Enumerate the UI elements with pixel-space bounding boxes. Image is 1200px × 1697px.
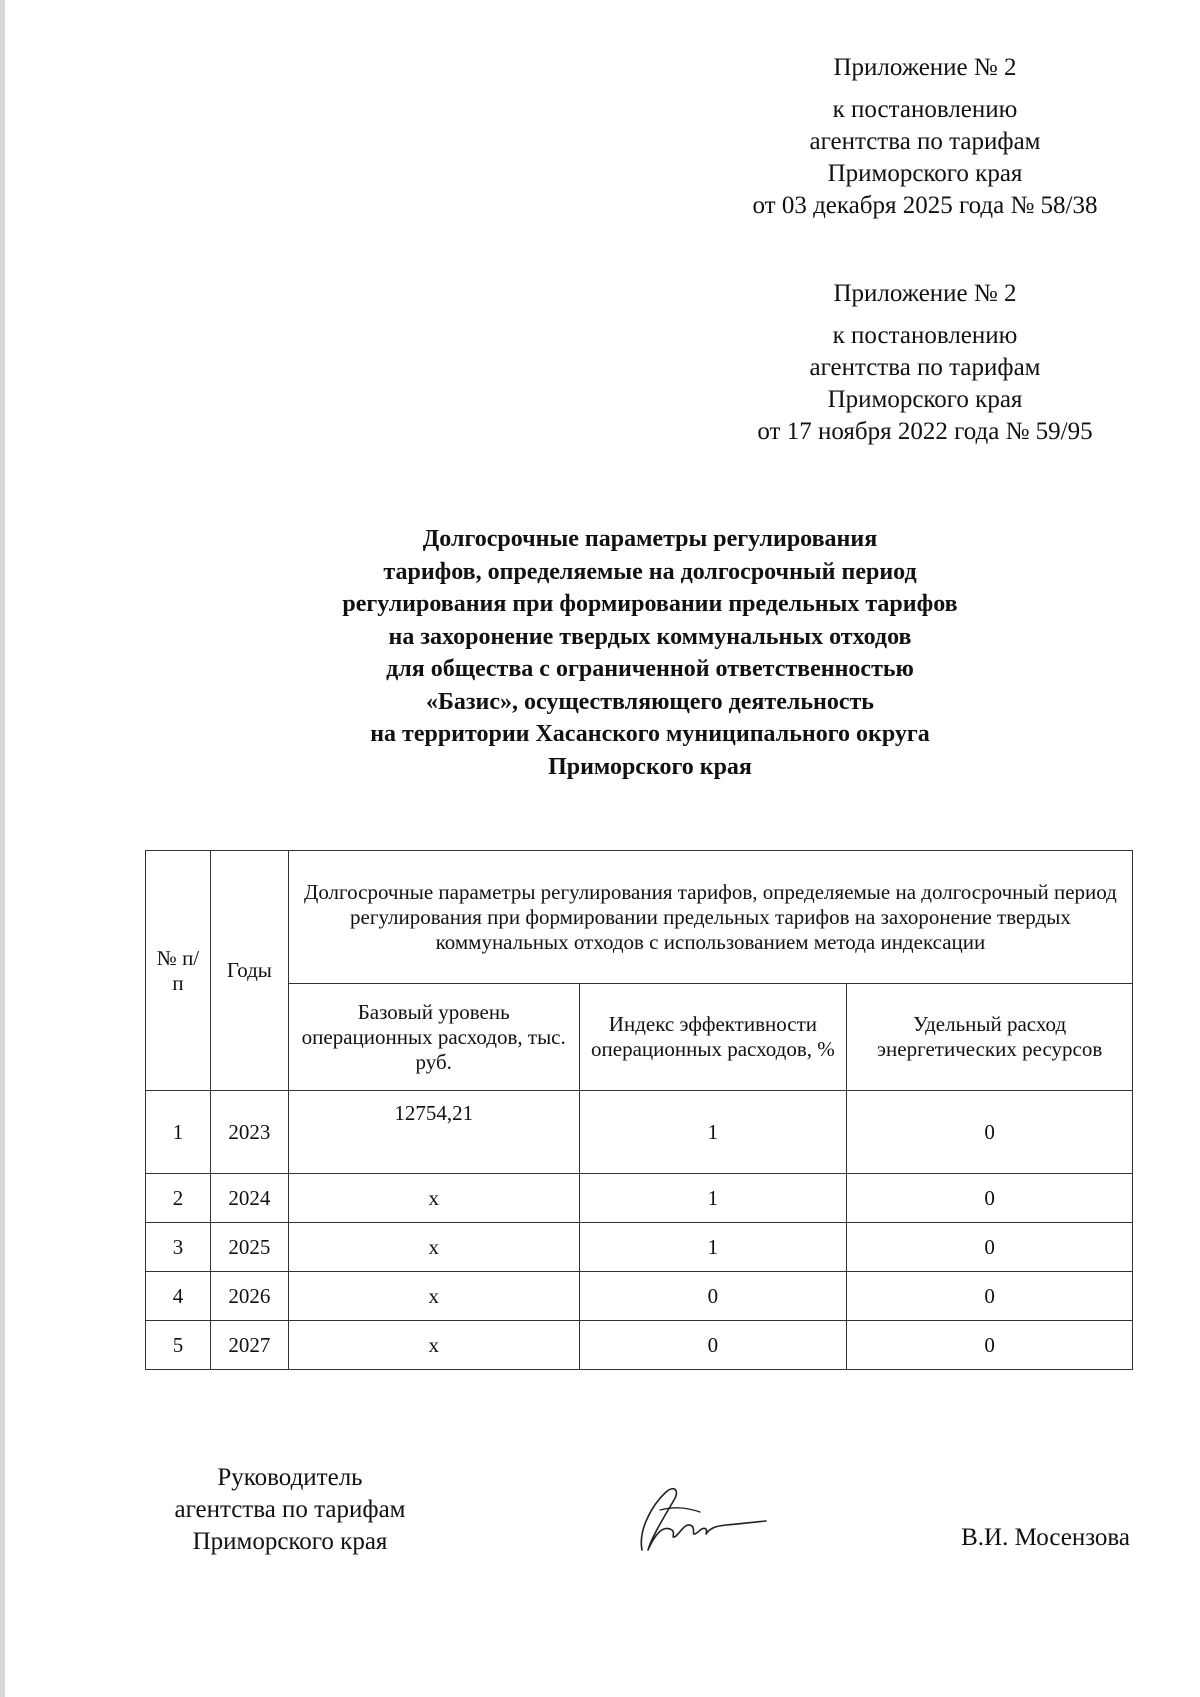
title-line: тарифов, определяемые на долгосрочный период (383, 558, 917, 585)
cell-energy: 0 (847, 1272, 1133, 1321)
document-title (150, 523, 1150, 783)
cell-index: 1 (579, 1091, 847, 1174)
title-line: регулирования при формировании предельных тарифов (342, 591, 958, 617)
header-base-level: Базовый уровень операционных расходов, тыс. руб. (288, 984, 579, 1091)
cell-index: 1 (579, 1174, 847, 1223)
cell-energy: 0 (847, 1174, 1133, 1223)
cell-index: 0 (579, 1272, 847, 1321)
cell-year: 2026 (210, 1272, 288, 1321)
table-row (146, 1174, 1133, 1223)
cell-base: х (288, 1174, 579, 1223)
title-line: на захоронение твердых коммунальных отходов (388, 623, 912, 650)
cell-index: 0 (579, 1321, 847, 1370)
annex-title: Приложение № 2 (833, 54, 1017, 81)
cell-energy: 0 (847, 1223, 1133, 1272)
handwritten-signature (630, 1470, 770, 1560)
header-group: Долгосрочные параметры регулирования тарифов, определяемые на долгосрочный период регулирования при формировании предельных тарифов на захоронение твердых коммунальных отходов с использованием метода индексации (288, 851, 1132, 984)
table-row (146, 1223, 1133, 1272)
annex-date-number: от 03 декабря 2025 года № 58/38 (752, 192, 1098, 219)
cell-index: 1 (579, 1223, 847, 1272)
cell-num: 1 (146, 1091, 211, 1174)
annex-date-number: от 17 ноября 2022 года № 59/95 (757, 418, 1093, 445)
cell-num: 2 (146, 1174, 211, 1223)
cell-year: 2023 (210, 1091, 288, 1174)
cell-base: х (288, 1223, 579, 1272)
annex-line: к постановлению (832, 96, 1018, 123)
annex-line: Приморского края (827, 386, 1023, 413)
cell-energy: 0 (847, 1321, 1133, 1370)
title-line: Приморского края (548, 753, 752, 780)
cell-base: х (288, 1272, 579, 1321)
position-line: агентства по тарифам (174, 1496, 406, 1523)
cell-year: 2027 (210, 1321, 288, 1370)
header-num: № п/п (146, 851, 211, 1091)
header-specific-energy: Удельный расход энергетических ресурсов (847, 984, 1133, 1091)
position-line: Руководитель (217, 1464, 363, 1491)
title-line: для общества с ограниченной ответственностью (386, 656, 914, 682)
annex-header-current (700, 52, 1150, 222)
signer-position (140, 1462, 440, 1558)
cell-base: х (288, 1321, 579, 1370)
title-line: Долгосрочные параметры регулирования (422, 526, 878, 552)
cell-energy: 0 (847, 1091, 1133, 1174)
cell-num: 3 (146, 1223, 211, 1272)
signer-name: В.И. Мосензова (961, 1524, 1130, 1551)
annex-line: Приморского края (827, 160, 1023, 187)
title-line: «Базис», осуществляющего деятельность (426, 688, 874, 715)
cell-num: 4 (146, 1272, 211, 1321)
cell-year: 2025 (210, 1223, 288, 1272)
annex-line: к постановлению (832, 322, 1018, 349)
cell-year: 2024 (210, 1174, 288, 1223)
position-line: Приморского края (192, 1528, 388, 1555)
title-line: на территории Хасанского муниципального округа (370, 721, 930, 747)
annex-line: агентства по тарифам (809, 128, 1041, 155)
cell-num: 5 (146, 1321, 211, 1370)
table-row (146, 1091, 1133, 1174)
table-row (146, 1272, 1133, 1321)
parameters-table (145, 850, 1133, 1370)
header-efficiency-index: Индекс эффективности операционных расходов, % (579, 984, 847, 1091)
table-row (146, 1321, 1133, 1370)
scan-edge (0, 0, 5, 1697)
annex-line: агентства по тарифам (809, 354, 1041, 381)
cell-base: 12754,21 (288, 1091, 579, 1174)
annex-header-original (700, 278, 1150, 448)
header-years: Годы (210, 851, 288, 1091)
annex-title: Приложение № 2 (833, 280, 1017, 307)
